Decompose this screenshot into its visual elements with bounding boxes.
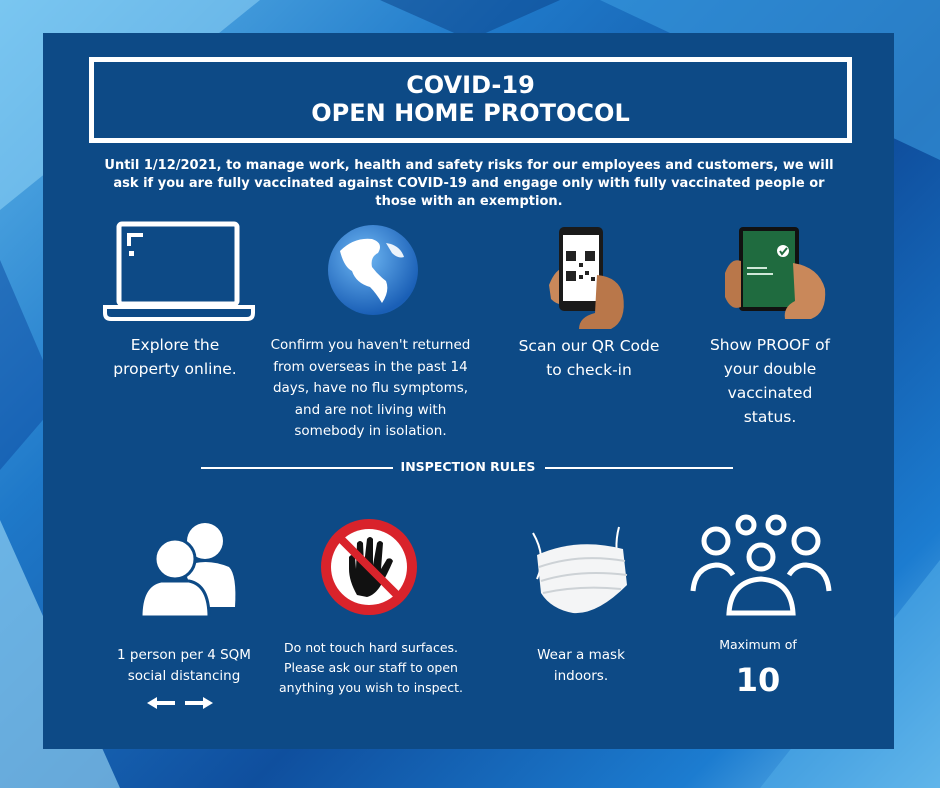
- page-title-line-1: COVID-19: [406, 71, 535, 99]
- title-box: [89, 57, 852, 143]
- no-touch-icon: [319, 517, 419, 617]
- group-icon: [689, 513, 833, 617]
- rule-distancing-text: 1 person per 4 SQM social distancing: [117, 647, 251, 684]
- page-title-line-2: OPEN HOME PROTOCOL: [311, 99, 630, 127]
- max-people-label: Maximum of: [719, 637, 797, 652]
- divider-left: [201, 467, 393, 469]
- phone-vaccine-pass-icon: [725, 227, 827, 319]
- rule-mask-text: Wear a mask indoors.: [537, 647, 625, 684]
- face-mask-icon: [517, 519, 635, 619]
- intro-text: Until 1/12/2021, to manage work, health and safety risks for our employees and customers, we will ask if you are fully vaccinated against COVID-19 and engage only with fully vaccinated people or those with an exemption.: [104, 158, 834, 209]
- left-right-arrows-icon: [147, 697, 213, 709]
- step-confirm-text: Confirm you haven't returned from overseas in the past 14 days, have no flu symptoms, and are not living with somebody in isolation.: [270, 337, 471, 439]
- phone-qr-icon: [549, 225, 633, 329]
- protocol-panel: [43, 33, 894, 749]
- people-distancing-icon: [141, 519, 237, 619]
- inspection-rules-title: INSPECTION RULES: [400, 459, 536, 474]
- rule-no-touch-text: Do not touch hard surfaces. Please ask our staff to open anything you wish to inspect.: [279, 640, 463, 695]
- laptop-icon: [101, 221, 257, 323]
- max-people-value: 10: [735, 661, 781, 699]
- step-scan-text: Scan our QR Code to check-in: [518, 337, 660, 379]
- step-proof-text: Show PROOF of your double vaccinated status.: [709, 336, 831, 426]
- divider-right: [545, 467, 733, 469]
- globe-icon: [326, 223, 420, 317]
- step-explore-text: Explore the property online.: [113, 336, 237, 378]
